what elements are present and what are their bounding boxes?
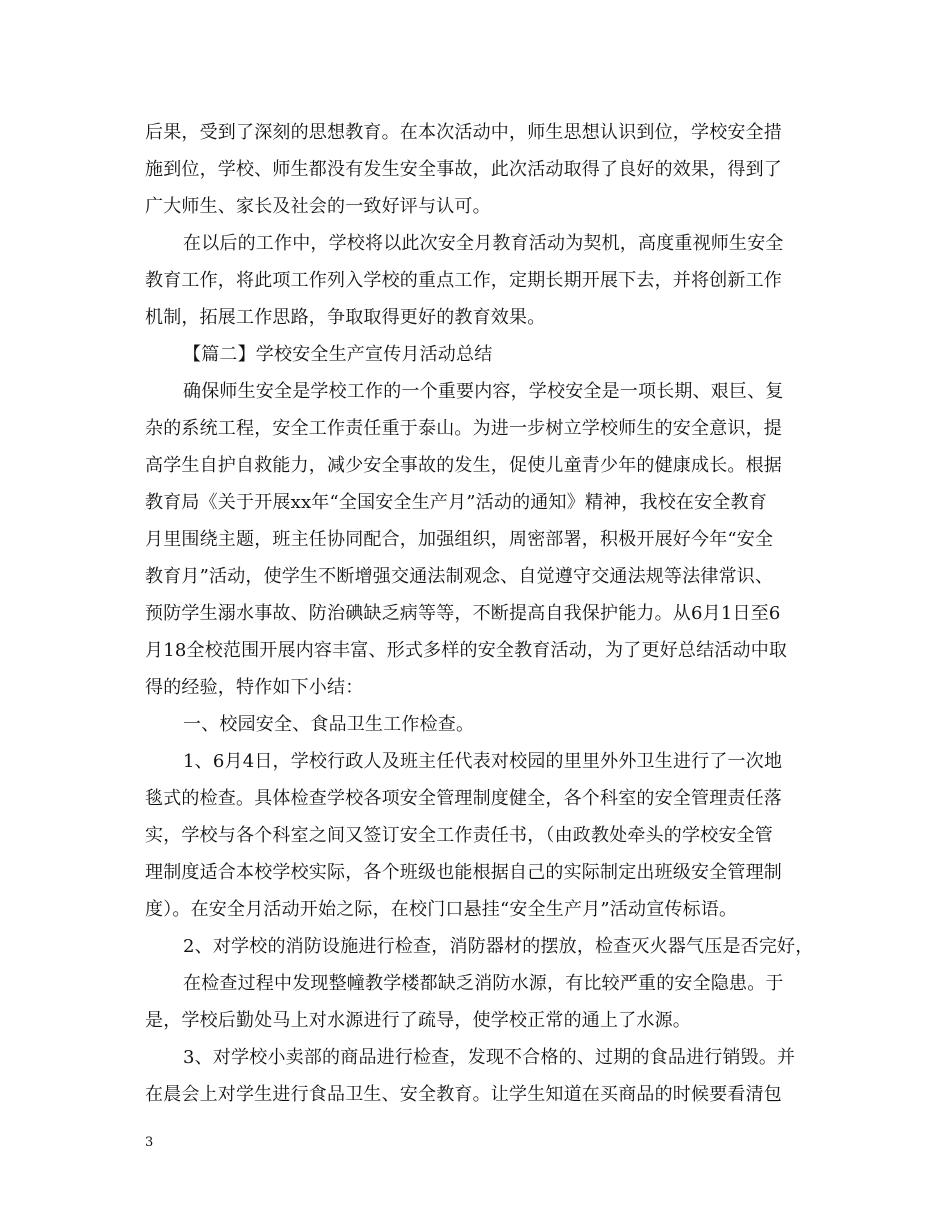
section-heading: 【篇二】学校安全生产宣传月活动总结 — [183, 344, 493, 365]
text-line: 月18全校范围开展内容丰富、形式多样的安全教育活动，为了更好总结活动中取 — [145, 640, 788, 661]
text-line: 确保师生安全是学校工作的一个重要内容，学校安全是一项长期、艰巨、复 — [183, 381, 784, 402]
text-line: 实，学校与各个科室之间又签订安全工作责任书，（由政教处牵头的学校安全管 — [145, 825, 773, 846]
text-line: 在晨会上对学生进行食品卫生、安全教育。让学生知道在买商品的时候要看清包 — [145, 1084, 782, 1105]
text-line: 月里围绕主题，班主任协同配合，加强组织，周密部署，积极开展好今年“安全 — [145, 529, 774, 550]
subsection-heading: 一、校园安全、食品卫生工作检查。 — [183, 714, 475, 735]
text-line: 后果，受到了深刻的思想教育。在本次活动中，师生思想认识到位，学校安全措 — [145, 122, 782, 143]
text-line: 教育局《关于开展xx年“全国安全生产月”活动的通知》精神，我校在安全教育 — [145, 492, 767, 513]
text-line: 3、对学校小卖部的商品进行检查，发现不合格的、过期的食品进行销毁。并 — [183, 1047, 796, 1068]
document-body — [145, 114, 825, 1113]
text-line: 是，学校后勤处马上对水源进行了疏导，使学校正常的通上了水源。 — [145, 1010, 691, 1031]
text-line: 施到位，学校、师生都没有发生安全事故，此次活动取得了良好的效果，得到了 — [145, 159, 782, 180]
text-line: 预防学生溺水事故、防治碘缺乏病等等，不断提高自我保护能力。从6月1日至6 — [145, 603, 781, 624]
text-line: 教育月”活动，使学生不断增强交通法制观念、自觉遵守交通法规等法律常识、 — [145, 566, 774, 587]
text-line: 在以后的工作中，学校将以此次安全月教育活动为契机，高度重视师生安全 — [183, 233, 784, 254]
text-line: 教育工作，将此项工作列入学校的重点工作，定期长期开展下去，并将创新工作 — [145, 270, 782, 291]
text-line: 毯式的检查。具体检查学校各项安全管理制度健全，各个科室的安全管理责任落 — [145, 788, 782, 809]
text-line: 高学生自护自救能力，减少安全事故的发生，促使儿童青少年的健康成长。根据 — [145, 455, 782, 476]
text-line: 机制，拓展工作思路，争取取得更好的教育效果。 — [145, 307, 546, 328]
text-line: 2、对学校的消防设施进行检查，消防器材的摆放，检查灭火器气压是否完好， — [183, 936, 814, 957]
text-line: 杂的系统工程，安全工作责任重于泰山。为进一步树立学校师生的安全意识，提 — [145, 418, 782, 439]
text-line: 理制度适合本校学校实际，各个班级也能根据自己的实际制定出班级安全管理制 — [145, 862, 782, 883]
text-line: 得的经验，特作如下小结： — [145, 677, 364, 698]
page-number: 3 — [145, 1135, 154, 1150]
text-line: 广大师生、家长及社会的一致好评与认可。 — [145, 196, 491, 217]
text-line: 在检查过程中发现整幢教学楼都缺乏消防水源，有比较严重的安全隐患。于 — [183, 973, 784, 994]
text-line: 1、6月4日，学校行政人及班主任代表对校园的里里外外卫生进行了一次地 — [183, 751, 783, 772]
text-line: 度）。在安全月活动开始之际，在校门口悬挂“安全生产月”活动宣传标语。 — [145, 899, 738, 920]
